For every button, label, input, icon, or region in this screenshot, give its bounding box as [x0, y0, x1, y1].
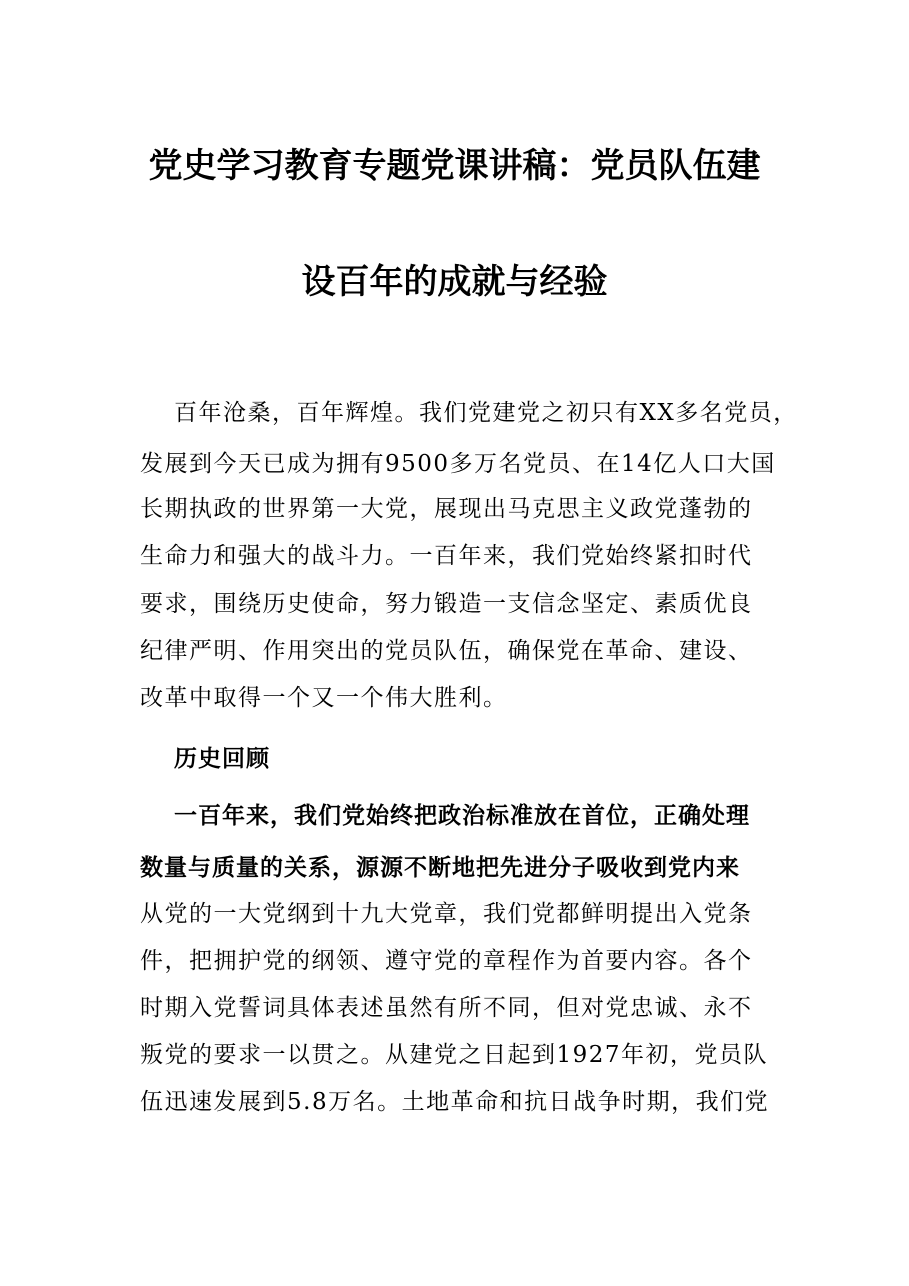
intro-paragraph-line: 纪律严明、作用突出的党员队伍，确保党在革命、建设、: [140, 638, 753, 664]
intro-paragraph-line: 改革中取得一个又一个伟大胜利。: [140, 685, 508, 711]
body-paragraph-line: 从党的一大党纲到十九大党章，我们党都鲜明提出入党条: [140, 901, 753, 927]
body-paragraph-line: 叛党的要求一以贯之。从建党之日起到1927年初，党员队: [140, 1042, 769, 1068]
intro-paragraph-line: 生命力和强大的战斗力。一百年来，我们党始终紧扣时代: [140, 543, 753, 569]
intro-paragraph-line: 百年沧桑，百年辉煌。我们党建党之初只有XX多名党员，: [174, 400, 798, 426]
section-heading: 历史回顾: [174, 745, 270, 772]
document-title-line-1: 党史学习教育专题党课讲稿：党员队伍建: [148, 146, 761, 186]
intro-paragraph-line: 长期执政的世界第一大党，展现出马克思主义政党蓬勃的: [140, 496, 753, 522]
body-paragraph-line: 伍迅速发展到5.8万名。土地革命和抗日战争时期，我们党: [140, 1089, 770, 1115]
intro-paragraph-line: 要求，围绕历史使命，努力锻造一支信念坚定、素质优良: [140, 591, 753, 617]
body-paragraph-line: 时期入党誓词具体表述虽然有所不同，但对党忠诚、永不: [140, 995, 753, 1021]
bold-summary-line: 一百年来，我们党始终把政治标准放在首位，正确处理: [174, 802, 750, 829]
intro-paragraph-line: 发展到今天已成为拥有9500多万名党员、在14亿人口大国: [140, 451, 776, 477]
bold-summary-line: 数量与质量的关系，源源不断地把先进分子吸收到党内来: [140, 854, 740, 881]
document-title-line-2: 设百年的成就与经验: [301, 262, 608, 302]
body-paragraph-line: 件，把拥护党的纲领、遵守党的章程作为首要内容。各个: [140, 948, 753, 974]
